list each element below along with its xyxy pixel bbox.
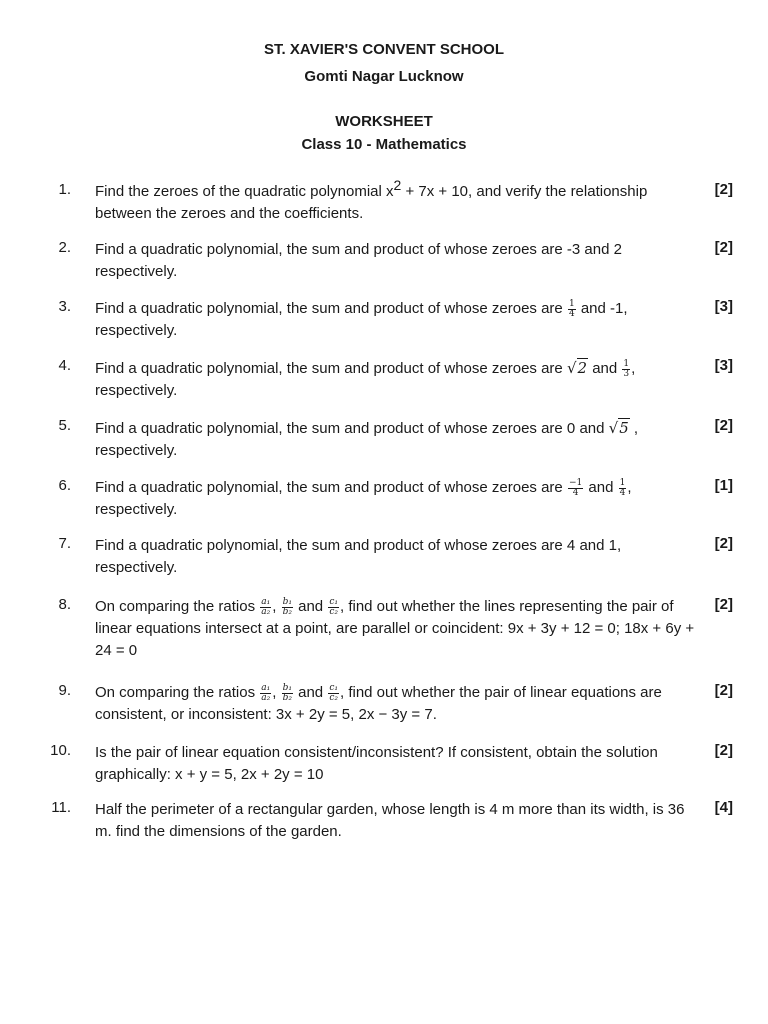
question-number: 4. xyxy=(58,357,71,374)
fraction: $\frac{-1}{4}$ xyxy=(568,477,583,498)
fraction: $\frac{\text{a₁}}{\text{a₂}}$ xyxy=(261,682,271,703)
fraction: $\frac{1}{4}$ xyxy=(568,298,575,319)
fraction: $\frac{1}{4}$ xyxy=(619,477,626,498)
question-marks: [2] xyxy=(714,535,733,552)
question-number: 10. xyxy=(50,742,71,759)
fraction: $\frac{\text{b₁}}{\text{b₂}}$ xyxy=(282,596,292,617)
question-number: 3. xyxy=(58,298,71,315)
question-marks: [2] xyxy=(714,682,733,699)
question-marks: [3] xyxy=(714,357,733,374)
question-text: Find a quadratic polynomial, the sum and product of whose zeroes are √2 and $\frac{1}{3}$ , respectively. xyxy=(95,358,636,399)
worksheet-subtitle: Class 10 - Mathematics xyxy=(301,136,467,153)
question-number: 11. xyxy=(51,799,71,816)
question-number: 5. xyxy=(58,417,71,434)
question-text: Is the pair of linear equation consistent/inconsistent? If consistent, obtain the solution graphically: x + y = 5, 2x + 2y = 10 xyxy=(95,744,658,783)
question-marks: [2] xyxy=(714,742,733,759)
question-number: 7. xyxy=(58,535,71,552)
question-text: Half the perimeter of a rectangular garden, whose length is 4 m more than its width, is 36 m. find the dimensions of the garden. xyxy=(95,801,685,840)
question-number: 8. xyxy=(58,596,71,613)
question-marks: [2] xyxy=(714,596,733,613)
question-text: Find a quadratic polynomial, the sum and product of whose zeroes are $\frac{1}{4}$ and -1, respectively. xyxy=(95,298,628,339)
question-text: Find a quadratic polynomial, the sum and product of whose zeroes are 4 and 1, respectively. xyxy=(95,537,622,576)
question-marks: [2] xyxy=(714,181,733,198)
question-text: Find the zeroes of the quadratic polynomial $x^2 + 7x + 10$, and verify the relationship between the zeroes and the coefficients. xyxy=(95,177,648,222)
fraction: $\frac{\text{c₁}}{\text{c₂}}$ xyxy=(329,596,338,617)
question-marks: [4] xyxy=(714,799,733,816)
question-text: Find a quadratic polynomial, the sum and product of whose zeroes are 0 and √5 , respectively. xyxy=(95,419,639,459)
school-name: ST. XAVIER'S CONVENT SCHOOL xyxy=(264,41,504,58)
fraction: $\frac{\text{a₁}}{\text{a₂}}$ xyxy=(261,596,271,617)
question-marks: [2] xyxy=(714,239,733,256)
question-marks: [1] xyxy=(714,477,733,494)
school-location: Gomti Nagar Lucknow xyxy=(304,68,464,85)
worksheet-title: WORKSHEET xyxy=(335,113,433,130)
fraction: $\frac{1}{3}$ xyxy=(623,358,630,379)
question-number: 1. xyxy=(58,181,71,198)
square-root: √2 xyxy=(566,359,588,377)
fraction: $\frac{\text{c₁}}{\text{c₂}}$ xyxy=(329,682,338,703)
question-text: On comparing the ratios $\frac{\text{a₁}}{\text{a₂}}$ , $\frac{\text{b₁}}{\text{b₂}}$ and $\frac{\text{c₁}}{\text{c₂}}$ , find out whether the lines representing the pair of linear equations intersect at a point, are parallel or coincident: 9x + 3y + 12 = 0; 18x + 6y + 24 = 0 xyxy=(95,596,695,659)
question-number: 9. xyxy=(58,682,71,699)
square-root: √5 xyxy=(608,419,629,437)
question-number: 6. xyxy=(58,477,71,494)
question-text: Find a quadratic polynomial, the sum and product of whose zeroes are -3 and 2 respectively. xyxy=(95,241,622,280)
question-text: On comparing the ratios $\frac{\text{a₁}}{\text{a₂}}$ , $\frac{\text{b₁}}{\text{b₂}}$ and $\frac{\text{c₁}}{\text{c₂}}$ , find out whether the pair of linear equations are consistent, or inconsistent: 3x + 2y = 5, 2x − 3y = 7. xyxy=(95,682,662,723)
question-marks: [3] xyxy=(714,298,733,315)
question-marks: [2] xyxy=(714,417,733,434)
question-number: 2. xyxy=(58,239,71,256)
question-text: Find a quadratic polynomial, the sum and product of whose zeroes are $\frac{-1}{4}$ and $\frac{1}{4}$ , respectively. xyxy=(95,477,632,518)
fraction: $\frac{\text{b₁}}{\text{b₂}}$ xyxy=(282,682,292,703)
